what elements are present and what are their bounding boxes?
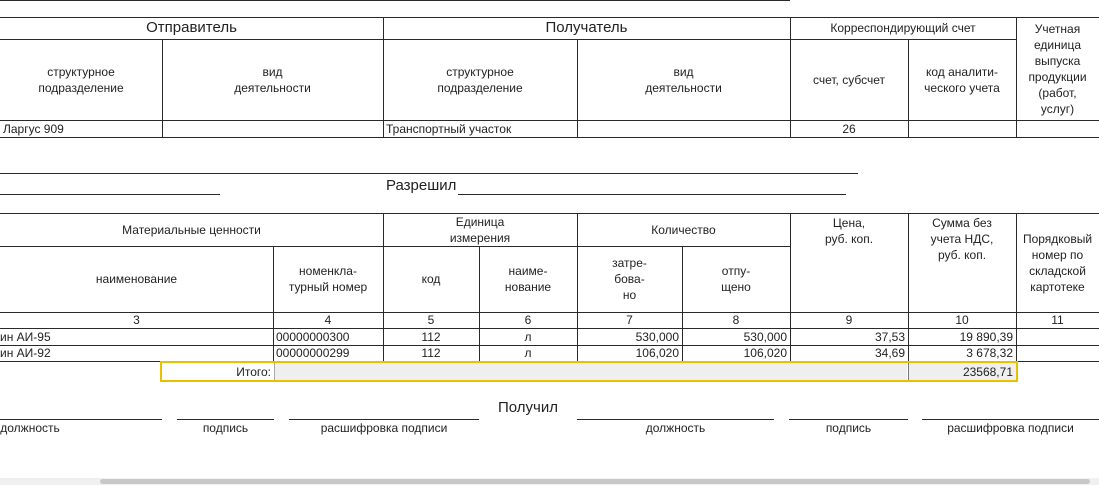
col-number: 9 — [845, 313, 853, 327]
permit-label: Разрешил — [386, 177, 457, 194]
top-border — [0, 0, 790, 1]
corr-account-header: Корреспондирующий счет — [830, 21, 976, 35]
total-row[interactable] — [160, 361, 1018, 382]
item-code[interactable]: 112 — [421, 329, 441, 344]
sender-struct-value[interactable]: Ларгус 909 — [3, 121, 64, 136]
received-label: Получил — [498, 399, 558, 416]
item-name[interactable]: ин АИ-92 — [0, 346, 51, 360]
item-nomen[interactable]: 00000000300 — [276, 329, 350, 344]
sign-signature-caption: подпись — [202, 421, 249, 435]
account-value[interactable]: 26 — [842, 121, 856, 136]
item-unit[interactable]: л — [524, 329, 532, 344]
name-header: наименование — [95, 272, 178, 286]
accounting-unit-header: Учетная единица выпуска продукции (работ, услуг) — [1028, 21, 1087, 116]
unit-header: Единица измерения — [449, 214, 511, 245]
nomen-header: номенкла- турный номер — [288, 264, 368, 294]
col-number: 11 — [1051, 313, 1064, 327]
item-requested[interactable]: 106,020 — [635, 346, 679, 360]
col-number: 6 — [524, 313, 532, 327]
released-header: отпу- щено — [721, 264, 751, 294]
col-number: 3 — [133, 313, 140, 327]
account-header: счет, субсчет — [813, 72, 885, 87]
receiver-struct-value[interactable]: Транспортный участок — [386, 121, 512, 136]
receiver-signature-caption: подпись — [825, 421, 872, 435]
receiver-position-caption: должность — [645, 421, 706, 435]
col-number: 8 — [732, 313, 740, 327]
sign-decode-caption: расшифровка подписи — [320, 421, 448, 435]
quantity-header: Количество — [651, 222, 716, 237]
permit-signature-line — [458, 194, 846, 195]
col-number: 4 — [324, 313, 332, 327]
item-nomen[interactable]: 00000000299 — [276, 346, 350, 360]
item-code[interactable]: 112 — [421, 346, 441, 360]
sign-position-caption: должность — [0, 421, 60, 435]
sender-header: Отправитель — [146, 19, 237, 36]
sender-struct-header: структурное подразделение — [38, 64, 124, 95]
receiver-decode-caption: расшифровка подписи — [947, 421, 1074, 435]
total-value[interactable]: 23568,71 — [962, 364, 1013, 379]
item-unit[interactable]: л — [524, 346, 532, 360]
total-label: Итого: — [236, 364, 271, 379]
col-number: 10 — [955, 313, 969, 327]
header-bottom-line — [0, 137, 1099, 138]
col-number: 7 — [626, 313, 633, 327]
scrollbar-thumb[interactable] — [100, 479, 1090, 484]
receiver-header: Получатель — [545, 19, 628, 36]
analytic-code-header: код аналити- ческого учета — [924, 64, 1000, 95]
col-number: 5 — [427, 313, 435, 327]
unit-name-header: наиме- нование — [504, 264, 552, 294]
receiver-activity-header: вид деятельности — [645, 64, 722, 95]
requested-header: затре- бова- но — [612, 256, 647, 302]
sender-activity-header: вид деятельности — [234, 64, 311, 95]
item-released[interactable]: 530,000 — [743, 329, 787, 344]
card-number-header: Порядковый номер по складской картотеке — [1022, 231, 1093, 294]
item-requested[interactable]: 530,000 — [635, 329, 679, 344]
item-price[interactable]: 34,69 — [874, 346, 905, 360]
item-sum[interactable]: 3 678,32 — [966, 346, 1013, 360]
permit-position-line — [0, 194, 220, 195]
permit-blank-line — [0, 173, 858, 174]
price-header: Цена, руб. коп. — [824, 216, 874, 246]
item-name[interactable]: ин АИ-95 — [0, 329, 51, 344]
code-header: код — [421, 272, 441, 286]
materials-header: Материальные ценности — [122, 222, 261, 237]
sum-header: Сумма без учета НДС, руб. коп. — [930, 216, 994, 262]
item-sum[interactable]: 19 890,39 — [959, 329, 1013, 344]
receiver-struct-header: структурное подразделение — [437, 64, 523, 95]
item-price[interactable]: 37,53 — [874, 329, 905, 344]
item-released[interactable]: 106,020 — [743, 346, 787, 360]
